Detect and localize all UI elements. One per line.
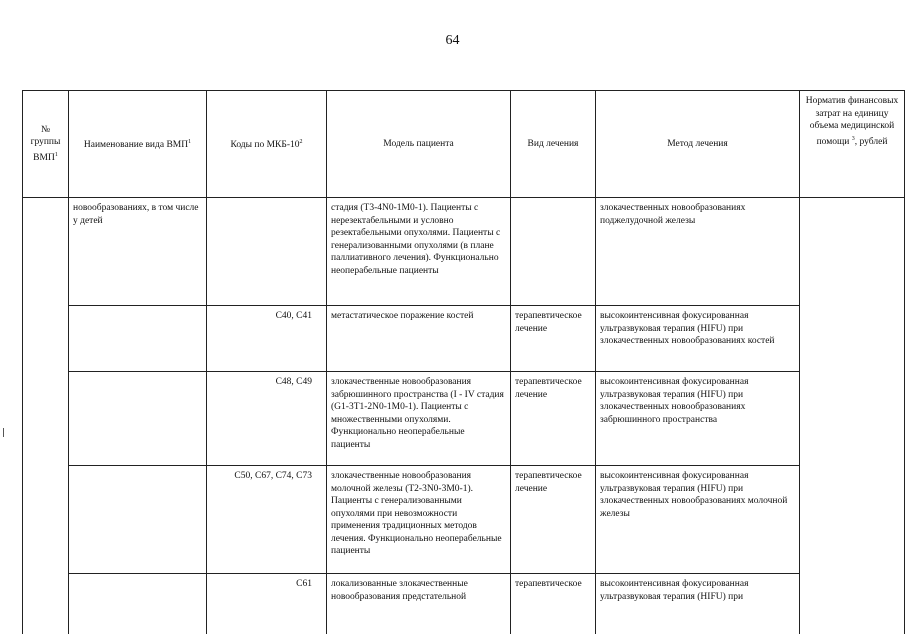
cell-treatment: терапевтическое лечение bbox=[511, 306, 596, 372]
cell-icd: C50, C67, C74, C73 bbox=[207, 466, 327, 574]
table-row bbox=[23, 198, 905, 306]
scan-mark bbox=[3, 428, 4, 437]
cell-group bbox=[23, 198, 69, 306]
cell-group bbox=[23, 574, 69, 634]
header-treatment-type: Вид лечения bbox=[511, 91, 596, 198]
cell-model: злокачественные новообразования молочной железы (T2-3N0-3M0-1). Пациенты с генерализованными опухолями при невозможности применения традиционных методов лечения. Функционально неоперабельные пациенты bbox=[327, 466, 511, 574]
header-icd: Коды по МКБ-$10^2$ bbox=[207, 91, 327, 198]
cell-model: стадия (T3-4N0-1M0-1). Пациенты с нерезектабельными и условно резектабельными опухолями. Пациенты с генерализованными опухолями (в плане паллиативного лечения). Функционально неоперабельные пациенты bbox=[327, 198, 511, 306]
cell-name bbox=[69, 574, 207, 634]
cell-method: злокачественных новообразованиях поджелудочной железы bbox=[596, 198, 800, 306]
cell-model: злокачественные новообразования забрюшинного пространства (I - IV стадия (G1-3T1-2N0-1M0-1). Пациенты с множественными опухолями. Функционально неоперабельные пациенты bbox=[327, 372, 511, 466]
cell-name bbox=[69, 466, 207, 574]
table-row bbox=[23, 306, 905, 372]
cell-name: новообразованиях, в том числе у детей bbox=[69, 198, 207, 306]
table-row bbox=[23, 466, 905, 574]
cell-icd: C40, C41 bbox=[207, 306, 327, 372]
header-group-no: № группы ВМП$^1$ bbox=[23, 91, 69, 198]
cell-treatment: терапевтическое лечение bbox=[511, 466, 596, 574]
cell-model: метастатическое поражение костей bbox=[327, 306, 511, 372]
cell-group bbox=[23, 306, 69, 372]
cell-icd: C48, C49 bbox=[207, 372, 327, 466]
cell-treatment: терапевтическое bbox=[511, 574, 596, 634]
header-method: Метод лечения bbox=[596, 91, 800, 198]
cell-treatment bbox=[511, 198, 596, 306]
cell-group bbox=[23, 466, 69, 574]
header-norm: Норматив финансовых затрат на единицу объема медицинской помощи $^3$, рублей bbox=[800, 91, 905, 198]
cell-norm bbox=[800, 198, 905, 634]
cell-icd bbox=[207, 198, 327, 306]
cell-icd: C61 bbox=[207, 574, 327, 634]
cell-name bbox=[69, 372, 207, 466]
table-row bbox=[23, 372, 905, 466]
cell-method: высокоинтенсивная фокусированная ультразвуковая терапия (HIFU) при злокачественных новообразованиях молочной железы bbox=[596, 466, 800, 574]
cell-method: высокоинтенсивная фокусированная ультразвуковая терапия (HIFU) при bbox=[596, 574, 800, 634]
cell-group bbox=[23, 372, 69, 466]
cell-model: локализованные злокачественные новообразования предстательной bbox=[327, 574, 511, 634]
cell-method: высокоинтенсивная фокусированная ультразвуковая терапия (HIFU) при злокачественных новообразованиях костей bbox=[596, 306, 800, 372]
cell-name bbox=[69, 306, 207, 372]
table-row bbox=[23, 574, 905, 634]
header-name: Наименование вида ВМП$^1$ bbox=[69, 91, 207, 198]
vmp-table bbox=[22, 90, 905, 634]
page-number: 64 bbox=[445, 33, 460, 48]
header-model: Модель пациента bbox=[327, 91, 511, 198]
cell-treatment: терапевтическое лечение bbox=[511, 372, 596, 466]
header-row bbox=[23, 91, 905, 198]
cell-method: высокоинтенсивная фокусированная ультразвуковая терапия (HIFU) при злокачественных новообразованиях забрюшинного пространства bbox=[596, 372, 800, 466]
